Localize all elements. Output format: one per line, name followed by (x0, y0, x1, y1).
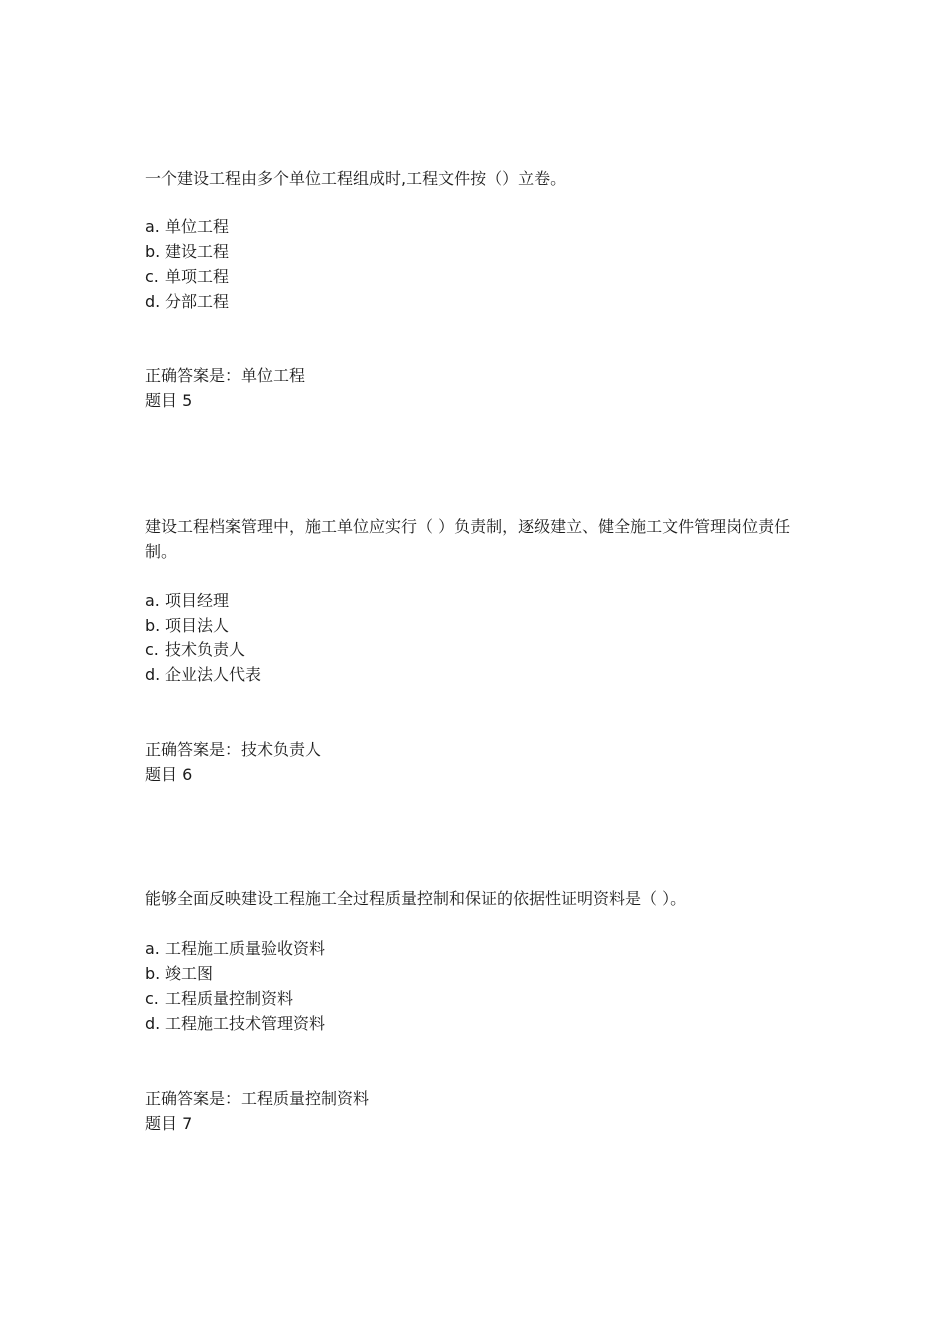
option-d (145, 665, 261, 685)
option-d (145, 1014, 325, 1034)
correct-answer: 正确答案是：工程质量控制资料 (145, 1089, 370, 1108)
question-stem: 能够全面反映建设工程施工全过程质量控制和保证的依据性证明资料是（ ）。 (145, 889, 687, 908)
option-letter: a. (145, 217, 160, 236)
question-stem: 一个建设工程由多个单位工程组成时,工程文件按（）立卷。 (145, 169, 567, 188)
option-a (145, 939, 325, 959)
option-letter: d. (145, 1014, 161, 1033)
option-letter: b. (145, 242, 161, 261)
option-letter: c. (145, 267, 159, 286)
correct-answer: 正确答案是：单位工程 (145, 366, 306, 385)
option-a (145, 217, 229, 237)
option-text: 项目经理 (165, 591, 230, 610)
option-letter: c. (145, 989, 159, 1008)
option-letter: b. (145, 616, 161, 635)
option-b (145, 616, 229, 636)
option-b (145, 964, 213, 984)
option-letter: c. (145, 640, 159, 659)
option-c (145, 267, 229, 287)
option-letter: a. (145, 591, 160, 610)
option-b (145, 242, 229, 262)
option-a (145, 591, 229, 611)
option-text: 分部工程 (165, 292, 230, 311)
option-letter: d. (145, 665, 161, 684)
option-text: 工程质量控制资料 (165, 989, 294, 1008)
option-text: 单位工程 (165, 217, 230, 236)
option-letter: d. (145, 292, 161, 311)
option-text: 项目法人 (165, 616, 230, 635)
option-text: 竣工图 (165, 964, 214, 983)
option-text: 企业法人代表 (165, 665, 262, 684)
option-text: 建设工程 (165, 242, 230, 261)
option-c (145, 989, 293, 1009)
option-text: 单项工程 (165, 267, 230, 286)
question-stem: 建设工程档案管理中，施工单位应实行（ ）负责制，逐级建立、健全施工文件管理岗位责任制。 (145, 517, 791, 561)
correct-answer: 正确答案是：技术负责人 (145, 740, 322, 759)
option-text: 工程施工技术管理资料 (165, 1014, 326, 1033)
option-d (145, 292, 229, 312)
question-title: 题目 5 (145, 391, 193, 410)
option-c (145, 640, 245, 660)
option-letter: a. (145, 939, 160, 958)
option-text: 技术负责人 (165, 640, 246, 659)
question-title: 题目 7 (145, 1114, 193, 1133)
question-title: 题目 6 (145, 765, 193, 784)
option-letter: b. (145, 964, 161, 983)
option-text: 工程施工质量验收资料 (165, 939, 326, 958)
